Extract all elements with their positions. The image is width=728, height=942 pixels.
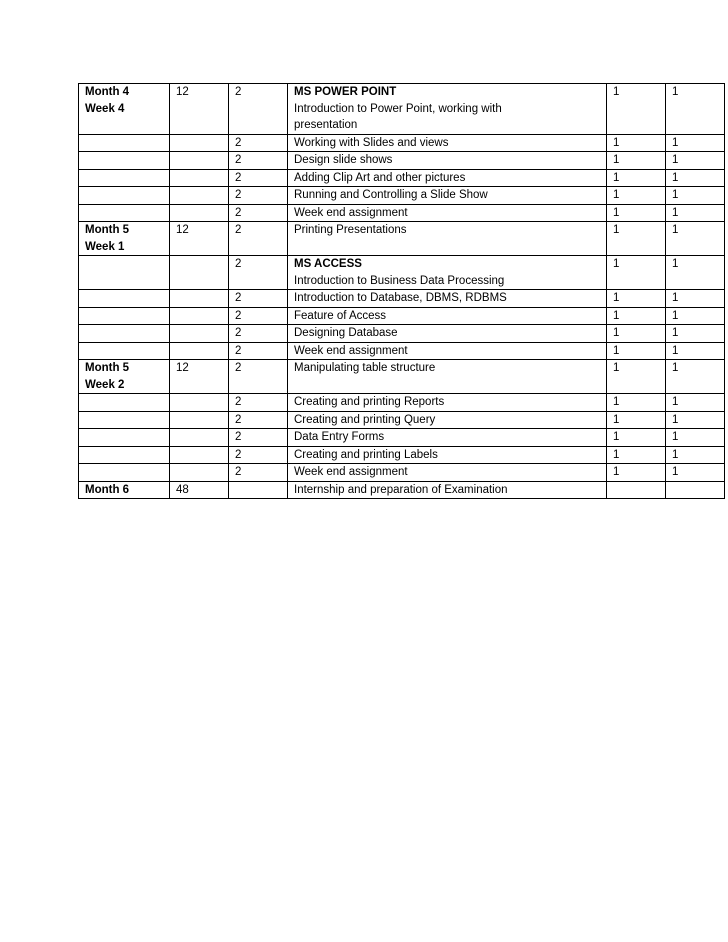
sessions-cell: 2 (229, 342, 288, 360)
count-cell-b (666, 481, 725, 499)
count-cell-a: 1 (607, 394, 666, 412)
month-week-cell (79, 307, 170, 325)
sessions-cell: 2 (229, 394, 288, 412)
sessions-cell: 2 (229, 464, 288, 482)
table-row (79, 134, 725, 152)
table-row (79, 325, 725, 343)
count-cell-b: 1 (666, 429, 725, 447)
month-week-cell (79, 134, 170, 152)
count-cell-a: 1 (607, 169, 666, 187)
sessions-cell: 2 (229, 222, 288, 256)
count-cell-a: 1 (607, 290, 666, 308)
topic-cell (288, 204, 607, 222)
month-week-label: Week 4 (85, 102, 125, 115)
count-cell-b: 1 (666, 394, 725, 412)
count-cell-b: 1 (666, 342, 725, 360)
month-week-cell (79, 325, 170, 343)
topic-text: Creating and printing Query (294, 413, 436, 426)
month-week-cell (79, 222, 170, 256)
topic-cell (288, 134, 607, 152)
sessions-cell: 2 (229, 446, 288, 464)
count-cell-b: 1 (666, 204, 725, 222)
topic-text: Week end assignment (294, 344, 408, 357)
month-week-cell (79, 290, 170, 308)
sessions-cell: 2 (229, 187, 288, 205)
table-row (79, 394, 725, 412)
topic-text: Creating and printing Reports (294, 396, 445, 408)
hours-cell (170, 169, 229, 187)
topic-text: Feature of Access (294, 309, 387, 322)
sessions-cell: 2 (229, 290, 288, 308)
topic-cell (288, 325, 607, 343)
table-row (79, 464, 725, 482)
count-cell-b: 1 (666, 222, 725, 256)
table-row (79, 342, 725, 360)
topic-text: Week end assignment (294, 206, 408, 219)
count-cell-a: 1 (607, 429, 666, 447)
table-row (79, 411, 725, 429)
table-row (79, 290, 725, 308)
table-row (79, 152, 725, 170)
topic-cell (288, 290, 607, 308)
hours-cell: 12 (170, 84, 229, 135)
month-week-label: Month 6 (85, 483, 130, 496)
sessions-cell: 2 (229, 169, 288, 187)
table-row (79, 84, 725, 135)
month-week-cell (79, 464, 170, 482)
sessions-cell: 2 (229, 325, 288, 343)
syllabus-table-body (79, 84, 725, 499)
sessions-cell (229, 481, 288, 499)
table-row (79, 187, 725, 205)
month-week-cell (79, 411, 170, 429)
month-week-cell (79, 481, 170, 499)
count-cell-a: 1 (607, 342, 666, 360)
sessions-cell: 2 (229, 152, 288, 170)
count-cell-b: 1 (666, 290, 725, 308)
topic-text: Introduction to Database, DBMS, RDBMS (294, 292, 507, 304)
hours-cell (170, 187, 229, 205)
topic-cell (288, 187, 607, 205)
month-week-label: Week 1 (85, 240, 125, 253)
hours-cell (170, 256, 229, 290)
count-cell-a: 1 (607, 411, 666, 429)
hours-cell (170, 342, 229, 360)
hours-cell (170, 204, 229, 222)
hours-cell: 12 (170, 360, 229, 394)
topic-text: Running and Controlling a Slide Show (294, 189, 488, 201)
topic-cell (288, 152, 607, 170)
topic-text: Internship and preparation of Examination (294, 483, 508, 496)
hours-cell (170, 394, 229, 412)
sessions-cell: 2 (229, 307, 288, 325)
sessions-cell: 2 (229, 360, 288, 394)
topic-text: Design slide shows (294, 154, 393, 166)
topic-heading: MS ACCESS (294, 258, 362, 270)
count-cell-a: 1 (607, 464, 666, 482)
count-cell-b: 1 (666, 411, 725, 429)
topic-cell (288, 446, 607, 464)
topic-heading: MS POWER POINT (294, 86, 397, 98)
topic-text: Working with Slides and views (294, 136, 449, 149)
topic-text: Designing Database (294, 327, 398, 339)
sessions-cell: 2 (229, 134, 288, 152)
topic-cell (288, 307, 607, 325)
topic-text: Week end assignment (294, 466, 408, 478)
count-cell-a: 1 (607, 152, 666, 170)
hours-cell (170, 464, 229, 482)
count-cell-b: 1 (666, 307, 725, 325)
month-week-cell (79, 446, 170, 464)
sessions-cell: 2 (229, 204, 288, 222)
month-week-label: Month 5 (85, 224, 130, 236)
count-cell-b: 1 (666, 464, 725, 482)
topic-cell (288, 394, 607, 412)
topic-text: Introduction to Power Point, working with presentation (294, 102, 502, 131)
month-week-cell (79, 342, 170, 360)
topic-cell (288, 481, 607, 499)
table-row (79, 169, 725, 187)
topic-text: Creating and printing Labels (294, 448, 438, 461)
count-cell-b: 1 (666, 84, 725, 135)
count-cell-a: 1 (607, 187, 666, 205)
topic-cell (288, 429, 607, 447)
table-row (79, 360, 725, 394)
sessions-cell: 2 (229, 256, 288, 290)
hours-cell (170, 290, 229, 308)
count-cell-a: 1 (607, 84, 666, 135)
table-row (79, 307, 725, 325)
month-week-label: Week 2 (85, 378, 125, 391)
count-cell-a: 1 (607, 256, 666, 290)
month-week-cell (79, 187, 170, 205)
month-week-cell (79, 84, 170, 135)
count-cell-b: 1 (666, 256, 725, 290)
month-week-cell (79, 360, 170, 394)
count-cell-b: 1 (666, 187, 725, 205)
topic-cell (288, 256, 607, 290)
hours-cell (170, 307, 229, 325)
topic-cell (288, 169, 607, 187)
hours-cell (170, 446, 229, 464)
hours-cell (170, 152, 229, 170)
topic-cell (288, 222, 607, 256)
table-row (79, 481, 725, 499)
syllabus-table (78, 83, 725, 499)
count-cell-b: 1 (666, 169, 725, 187)
hours-cell: 12 (170, 222, 229, 256)
month-week-cell (79, 256, 170, 290)
month-week-cell (79, 394, 170, 412)
count-cell-a: 1 (607, 325, 666, 343)
sessions-cell: 2 (229, 84, 288, 135)
month-week-label: Month 5 (85, 362, 130, 374)
count-cell-a: 1 (607, 204, 666, 222)
count-cell-b: 1 (666, 446, 725, 464)
table-row (79, 222, 725, 256)
hours-cell (170, 429, 229, 447)
count-cell-b: 1 (666, 360, 725, 394)
topic-text: Manipulating table structure (294, 362, 436, 374)
count-cell-a: 1 (607, 222, 666, 256)
count-cell-a: 1 (607, 360, 666, 394)
count-cell-b: 1 (666, 325, 725, 343)
count-cell-b: 1 (666, 152, 725, 170)
month-week-cell (79, 204, 170, 222)
topic-cell (288, 360, 607, 394)
topic-text: Introduction to Business Data Processing (294, 274, 505, 287)
topic-cell (288, 464, 607, 482)
month-week-cell (79, 429, 170, 447)
count-cell-a: 1 (607, 446, 666, 464)
table-row (79, 429, 725, 447)
month-week-cell (79, 169, 170, 187)
count-cell-a: 1 (607, 134, 666, 152)
count-cell-b: 1 (666, 134, 725, 152)
month-week-cell (79, 152, 170, 170)
topic-cell (288, 84, 607, 135)
table-row (79, 446, 725, 464)
topic-text: Printing Presentations (294, 224, 407, 236)
table-row (79, 204, 725, 222)
topic-text: Adding Clip Art and other pictures (294, 171, 466, 184)
topic-cell (288, 411, 607, 429)
sessions-cell: 2 (229, 429, 288, 447)
topic-cell (288, 342, 607, 360)
count-cell-a (607, 481, 666, 499)
sessions-cell: 2 (229, 411, 288, 429)
table-row (79, 256, 725, 290)
month-week-label: Month 4 (85, 86, 130, 98)
count-cell-a: 1 (607, 307, 666, 325)
hours-cell: 48 (170, 481, 229, 499)
hours-cell (170, 134, 229, 152)
hours-cell (170, 325, 229, 343)
topic-text: Data Entry Forms (294, 431, 385, 443)
hours-cell (170, 411, 229, 429)
